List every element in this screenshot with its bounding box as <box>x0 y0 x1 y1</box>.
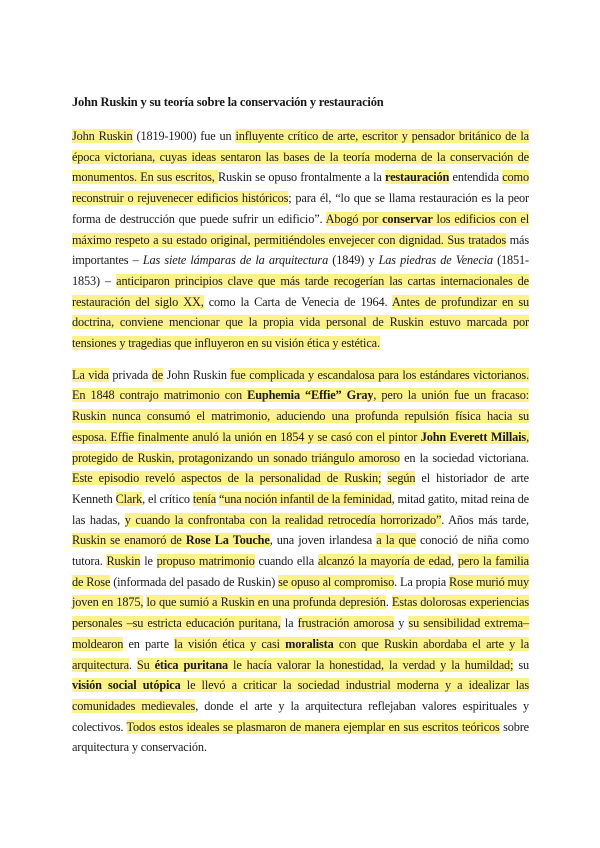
text-segment: . <box>128 657 137 672</box>
text-segment: en parte <box>123 636 175 651</box>
text-segment: conservar <box>382 211 433 226</box>
text-segment: la <box>280 616 298 631</box>
text-segment: su <box>513 657 529 672</box>
text-segment: cuyas ideas sentaron las bases de la teoría moderna de la conservación de monumentos. <box>72 149 529 185</box>
text-segment: en la sociedad victoriana. <box>399 450 529 465</box>
text-segment: En sus escritos, <box>136 170 218 185</box>
text-segment: . Años más tarde, <box>441 512 529 527</box>
text-segment: sobre arquitectura y conservación. <box>72 719 529 755</box>
text-segment: cuando ella <box>254 554 318 569</box>
text-segment: Las piedras de Venecia <box>378 253 493 268</box>
text-segment: y cuando la confrontaba con la realidad retrocedía horrorizado” <box>124 512 442 527</box>
text-segment: y <box>394 616 409 631</box>
text-segment: Ruskin se opuso frontalmente a la <box>217 170 386 185</box>
text-segment: Su <box>136 657 155 672</box>
text-segment: “una noción infantil de la feminidad <box>218 491 392 506</box>
text-segment: . <box>385 595 392 610</box>
text-segment: Clark <box>115 491 143 506</box>
text-segment: (informada del pasado de Ruskin) <box>110 574 279 589</box>
text-segment: John Ruskin <box>163 367 231 382</box>
text-segment: La vida <box>72 367 109 382</box>
text-segment: Ruskin <box>106 554 141 569</box>
text-segment: Estas dolorosas experiencias personales –su estricta educación puritana, <box>72 595 529 631</box>
text-segment: la visión ética y casi <box>174 636 286 651</box>
text-segment: (1849) y <box>328 253 379 268</box>
text-segment: . La propia <box>394 574 450 589</box>
text-segment: moralista <box>285 636 334 651</box>
text-segment: se opuso al compromiso <box>278 574 395 589</box>
text-segment: conoció de niña como tutora. <box>72 533 530 569</box>
text-segment: John Ruskin <box>72 129 133 143</box>
text-segment: , protegido de Ruskin, protagonizando un sonado triángulo amoroso <box>72 429 529 465</box>
text-segment: influyente crítico de arte, escritor y pensador británico de la época victoriana, <box>72 129 529 164</box>
text-segment: , mitad gatito, mitad reina de las hadas, <box>72 491 529 527</box>
text-segment: fue complicada y escandalosa para los estándares victorianos. En 1848 contrajo matrimonio con <box>72 367 529 403</box>
text-segment: su sensibilidad extrema– moldearon <box>72 616 529 651</box>
text-segment: como reconstruir o rejuvenecer edificios históricos <box>72 170 529 206</box>
text-segment: Ruskin se enamoró de <box>72 533 186 548</box>
text-segment: más importantes – <box>72 232 529 268</box>
text-segment: le llevó a criticar la sociedad industrial moderna y a idealizar las comunidades medievales <box>72 678 530 713</box>
text-segment: Todos estos ideales se plasmaron de manera ejemplar en sus escritos teóricos <box>126 719 500 734</box>
text-segment: pero la familia de Rose <box>72 554 529 589</box>
text-segment: Abogó por <box>325 211 383 226</box>
text-segment: propuso matrimonio <box>156 554 255 569</box>
text-segment: anticiparon principios clave que más tarde recogerían las cartas internacionales de restauración del siglo XX, <box>72 273 529 309</box>
text-segment: Rose murió muy joven en 1875, <box>72 574 529 610</box>
text-segment: privada <box>108 367 152 382</box>
text-segment: a la que <box>376 533 416 548</box>
text-segment: tenía <box>192 491 217 506</box>
text-segment: , donde el arte y la arquitectura reflejaban valores espirituales y colectivos. <box>72 698 529 734</box>
text-segment: John Everett Millais <box>420 429 527 444</box>
text-segment: ; para él, “lo que se llama restauración es la peor forma de destrucción que puede sufrir un edificio”. <box>72 191 529 226</box>
text-segment: Este episodio reveló aspectos de la personalidad de Ruskin; <box>72 471 382 486</box>
text-segment: le <box>140 554 157 569</box>
text-segment: Rose La Touche <box>185 533 270 548</box>
text-segment: , el crítico <box>142 491 193 506</box>
text-segment: Las siete lámparas de la arquitectura <box>142 253 329 268</box>
text-segment: los edificios con el máximo respeto a su estado original, permitiéndoles envejecer con dignidad. Sus tratados <box>72 211 529 247</box>
text-segment: (1851-1853) – <box>72 253 530 288</box>
text-segment: alcanzó la mayoría de edad <box>317 554 452 569</box>
text-segment: ética puritana <box>154 657 229 672</box>
text-segment: lo que sumió a Ruskin en una profunda depresión <box>146 595 386 610</box>
text-segment: (1819-1900) fue un <box>132 129 236 143</box>
text-segment: como la Carta de Venecia de 1964. <box>203 294 392 309</box>
text-segment: restauración <box>385 170 450 185</box>
text-segment: , una joven irlandesa <box>269 533 377 548</box>
text-segment: entendida <box>449 170 503 185</box>
text-segment: le hacía valorar la honestidad, la verdad y la humildad; <box>228 657 514 672</box>
text-segment: frustración amorosa <box>297 616 395 631</box>
text-segment: Euphemia “Effie” Gray <box>247 388 374 403</box>
document-title: John Ruskin y su teoría sobre la conservación y restauración <box>72 95 384 109</box>
text-segment: el historiador de arte Kenneth <box>72 471 529 506</box>
text-segment: según <box>387 471 416 486</box>
text-segment: , pero la unión fue un fracaso: Ruskin nunca consumó el matrimonio, aduciendo una profunda repulsión física hacia su esposa. Effie finalmente anuló la unión en 1854 y se casó con el pintor <box>72 388 529 444</box>
paragraph-1 <box>72 126 529 354</box>
text-segment: , <box>451 554 458 569</box>
paragraph-2 <box>72 365 529 758</box>
document-page <box>72 92 529 769</box>
text-segment: con que Ruskin abordaba el arte y la arquitectura <box>72 636 530 672</box>
text-segment: Antes de profundizar en su doctrina, conviene mencionar que la propia vida personal de Ruskin estuvo marcada por tensiones y tragedias que influyeron en su visión ética y estética. <box>72 294 530 351</box>
text-segment: de <box>151 367 164 382</box>
text-segment: visión social utópica <box>72 678 181 693</box>
